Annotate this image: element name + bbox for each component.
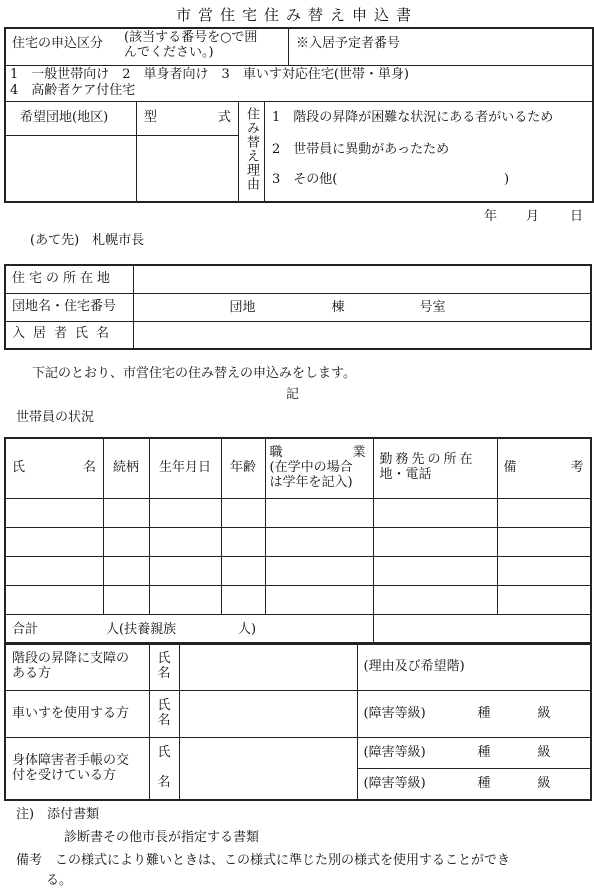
tou-suffix: 棟	[331, 299, 345, 315]
divider	[6, 135, 238, 136]
cell-workplace[interactable]	[373, 527, 497, 556]
cell-relation[interactable]	[103, 556, 149, 585]
mei-label: 名	[149, 769, 179, 801]
cell-relation[interactable]	[103, 585, 149, 614]
danchi-number-label: 団地名・住宅番号	[5, 293, 133, 321]
divider	[264, 101, 265, 201]
handbook-grade-field-2[interactable]	[357, 769, 591, 801]
shimei-label: 氏 名	[149, 643, 179, 691]
reason-2[interactable]: 2 世帯員に異動があったため	[272, 142, 450, 157]
divider	[238, 101, 239, 201]
attachment-label: 注) 添付書類	[16, 807, 100, 822]
header-birthdate: 生年月日	[149, 438, 221, 498]
household-heading: 世帯員の状況	[16, 410, 95, 425]
shiki-label: 式	[218, 110, 232, 125]
cell-birthdate[interactable]	[149, 585, 221, 614]
cell-remarks[interactable]	[497, 556, 591, 585]
cell-name[interactable]	[5, 498, 103, 527]
application-section	[4, 27, 594, 203]
table-row	[5, 527, 591, 556]
cell-relation[interactable]	[103, 498, 149, 527]
resident-name-field[interactable]	[133, 321, 591, 349]
cell-remarks[interactable]	[497, 527, 591, 556]
shu-label: 種	[477, 745, 491, 760]
resident-number-field[interactable]	[426, 31, 586, 63]
grade-label: (障害等級)	[363, 706, 426, 721]
grade-label: (障害等級)	[363, 745, 426, 760]
date-day: 日	[570, 209, 584, 224]
total-cell[interactable]	[5, 614, 373, 644]
cell-age[interactable]	[221, 556, 265, 585]
cell-occupation[interactable]	[265, 585, 373, 614]
danchi-suffix: 団地	[229, 299, 256, 315]
handbook-grade-field-1[interactable]	[357, 738, 591, 769]
current-residence-table	[4, 264, 592, 350]
kyu-label: 級	[537, 776, 551, 791]
wheelchair-name-field[interactable]	[179, 691, 357, 738]
handbook-label: 身体障害者手帳の交 付を受けている方	[5, 738, 149, 801]
shimei-label: 氏 名	[149, 691, 179, 738]
kubun-options-2: 4 高齢者ケア付住宅	[10, 83, 136, 98]
shi-label: 氏	[149, 738, 179, 769]
cell-age[interactable]	[221, 527, 265, 556]
cell-relation[interactable]	[103, 527, 149, 556]
danchi-number-field[interactable]	[133, 293, 591, 321]
cell-occupation[interactable]	[265, 556, 373, 585]
total-people: 人(扶養親族	[106, 621, 177, 637]
cell-remarks[interactable]	[497, 498, 591, 527]
reason-1[interactable]: 1 階段の昇降が困難な状況にある者がいるため	[272, 110, 554, 125]
total-label: 合計	[12, 621, 39, 637]
stairs-label: 階段の昇降に支障の ある方	[5, 643, 149, 691]
cell-workplace[interactable]	[373, 585, 497, 614]
kubun-note-1: (該当する番号を○で囲	[124, 30, 258, 45]
reason-label: 住み替え理由	[244, 107, 259, 191]
grade-label: (障害等級)	[363, 776, 426, 791]
cell-birthdate[interactable]	[149, 556, 221, 585]
resident-name-label: 入居者氏名	[5, 321, 133, 349]
header-name: 氏 名	[5, 438, 103, 498]
table-row	[5, 498, 591, 527]
cell-name[interactable]	[5, 556, 103, 585]
kyu-label: 級	[537, 745, 551, 760]
cell-workplace[interactable]	[373, 556, 497, 585]
stairs-reason-field[interactable]	[357, 643, 591, 691]
ki-mark: 記	[286, 387, 300, 402]
biko-line-2: る。	[46, 873, 73, 888]
header-relation: 続柄	[103, 438, 149, 498]
header-workplace: 勤務先の所在 地・電話	[373, 438, 497, 498]
date-year: 年	[484, 209, 498, 224]
divider	[6, 101, 592, 102]
divider	[6, 65, 592, 66]
form-title: 市営住宅住み替え申込書	[175, 6, 418, 24]
cell-name[interactable]	[5, 585, 103, 614]
cell-occupation[interactable]	[265, 527, 373, 556]
goushitsu-suffix: 号室	[419, 299, 446, 315]
total-close: 人)	[238, 621, 257, 637]
wheelchair-grade-field[interactable]	[357, 691, 591, 738]
divider	[136, 101, 137, 201]
cell-occupation[interactable]	[265, 498, 373, 527]
handbook-name-field[interactable]	[179, 738, 357, 801]
stairs-name-field[interactable]	[179, 643, 357, 691]
kata-field[interactable]	[138, 137, 236, 199]
attachment-text: 診断書その他市長が指定する書類	[64, 830, 260, 845]
cell-workplace[interactable]	[373, 498, 497, 527]
cell-age[interactable]	[221, 498, 265, 527]
kyu-label: 級	[537, 706, 551, 721]
wheelchair-label: 車いすを使用する方	[5, 691, 149, 738]
cell-remarks[interactable]	[497, 585, 591, 614]
location-field[interactable]	[133, 265, 591, 293]
addressee: (あて先) 札幌市長	[30, 233, 145, 248]
kubun-options-1: 1 一般世帯向け 2 単身者向け 3 車いす対応住宅(世帯・単身)	[10, 67, 409, 82]
household-table	[4, 437, 592, 645]
danchi-label: 希望団地(地区)	[20, 110, 109, 125]
reason-3-close: )	[504, 172, 510, 187]
conditions-table	[4, 642, 592, 801]
kubun-note-2: んでください。)	[124, 45, 214, 60]
cell-age[interactable]	[221, 585, 265, 614]
reason-3[interactable]: 3 その他(	[272, 172, 338, 187]
cell-birthdate[interactable]	[149, 527, 221, 556]
location-label: 住宅の所在地	[5, 265, 133, 293]
cell-name[interactable]	[5, 527, 103, 556]
divider	[288, 29, 289, 65]
header-remarks: 備 考	[497, 438, 591, 498]
table-row	[5, 585, 591, 614]
date-month: 月	[526, 209, 540, 224]
statement: 下記のとおり、市営住宅の住み替えの申込みをします。	[32, 366, 356, 381]
stairs-reason-label: (理由及び希望階)	[363, 659, 465, 674]
cell-birthdate[interactable]	[149, 498, 221, 527]
header-occupation: 職 業 (在学中の場合 は学年を記入)	[265, 438, 373, 498]
shu-label: 種	[477, 776, 491, 791]
danchi-field[interactable]	[8, 137, 134, 199]
total-blank	[373, 614, 591, 644]
shu-label: 種	[477, 706, 491, 721]
biko-line-1: 備考 この様式により難いときは、この様式に準じた別の様式を使用することができ	[16, 853, 511, 868]
kubun-label: 住宅の申込区分	[12, 36, 104, 51]
total-row	[5, 614, 591, 644]
kata-label: 型	[144, 110, 158, 125]
header-age: 年齢	[221, 438, 265, 498]
table-row	[5, 556, 591, 585]
resident-number-label: ※入居予定者番号	[296, 36, 401, 51]
